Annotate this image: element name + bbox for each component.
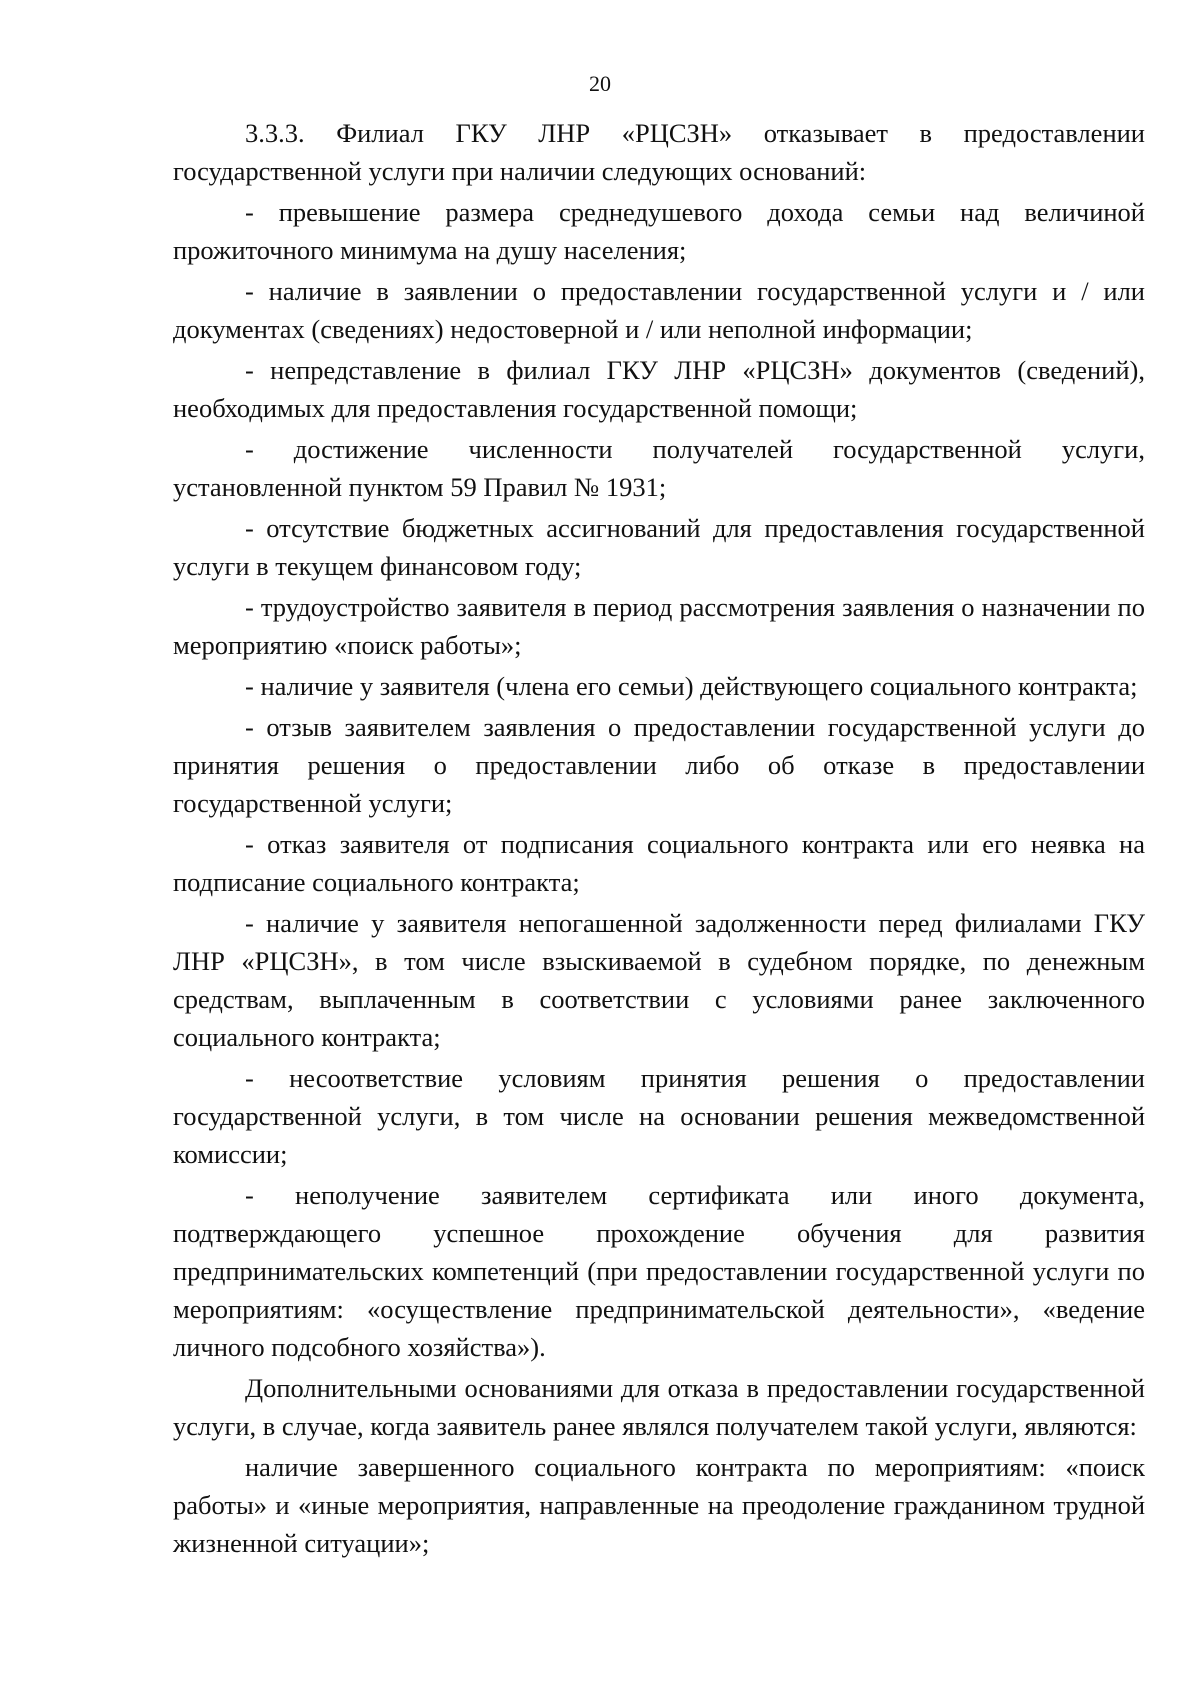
list-item-unpaid-debt: - наличие у заявителя непогашенной задолженности перед филиалами ГКУ ЛНР «РЦСЗН», в том числе взыскиваемой в судебном порядке, по денежным средствам, выплаченным в соответствии с условиями ранее заключенного социального контракта; [173,908,1145,1052]
list-item-false-information: - наличие в заявлении о предоставлении государственной услуги и / или документах (сведениях) недостоверной и / или неполной информации; [173,276,1145,344]
list-item-no-budget: - отсутствие бюджетных ассигнований для предоставления государственной услуги в текущем финансовом году; [173,513,1145,581]
list-item-no-certificate: - неполучение заявителем сертификата или иного документа, подтверждающего успешное прохождение обучения для развития предпринимательских компетенций (при предоставлении государственной услуги по мероприятиям: «осуществление предпринимательской деятельности», «ведение личного подсобного хозяйства»). [173,1180,1145,1362]
paragraph-additional-grounds: Дополнительными основаниями для отказа в предоставлении государственной услуги, в случае, когда заявитель ранее являлся получателем такой услуги, являются: [173,1373,1145,1441]
list-item-nonconformity: - несоответствие условиям принятия решения о предоставлении государственной услуги, в том числе на основании решения межведомственной комиссии; [173,1063,1145,1169]
list-item-completed-contract: наличие завершенного социального контракта по мероприятиям: «поиск работы» и «иные мероприятия, направленные на преодоление гражданином трудной жизненной ситуации»; [173,1452,1145,1558]
list-item-withdrawal: - отзыв заявителем заявления о предоставлении государственной услуги до принятия решения о предоставлении либо об отказе в предоставлении государственной услуги; [173,712,1145,818]
list-item-recipient-limit: - достижение численности получателей государственной услуги, установленной пунктом 59 Правил № 1931; [173,434,1145,502]
list-item-employment: - трудоустройство заявителя в период рассмотрения заявления о назначении по мероприятию «поиск работы»; [173,592,1145,660]
list-item-refusal-to-sign: - отказ заявителя от подписания социального контракта или его неявка на подписание социального контракта; [173,829,1145,897]
document-body [173,114,1145,1565]
list-item-income-excess: - превышение размера среднедушевого дохода семьи над величиной прожиточного минимума на душу населения; [173,197,1145,265]
paragraph-3-3-3: 3.3.3. Филиал ГКУ ЛНР «РЦСЗН» отказывает в предоставлении государственной услуги при наличии следующих оснований: [173,118,1145,186]
list-item-active-contract: - наличие у заявителя (члена его семьи) действующего социального контракта; [245,671,1138,701]
page-number: 20 [589,71,611,96]
list-item-missing-documents: - непредставление в филиал ГКУ ЛНР «РЦСЗН» документов (сведений), необходимых для предоставления государственной помощи; [173,355,1145,423]
